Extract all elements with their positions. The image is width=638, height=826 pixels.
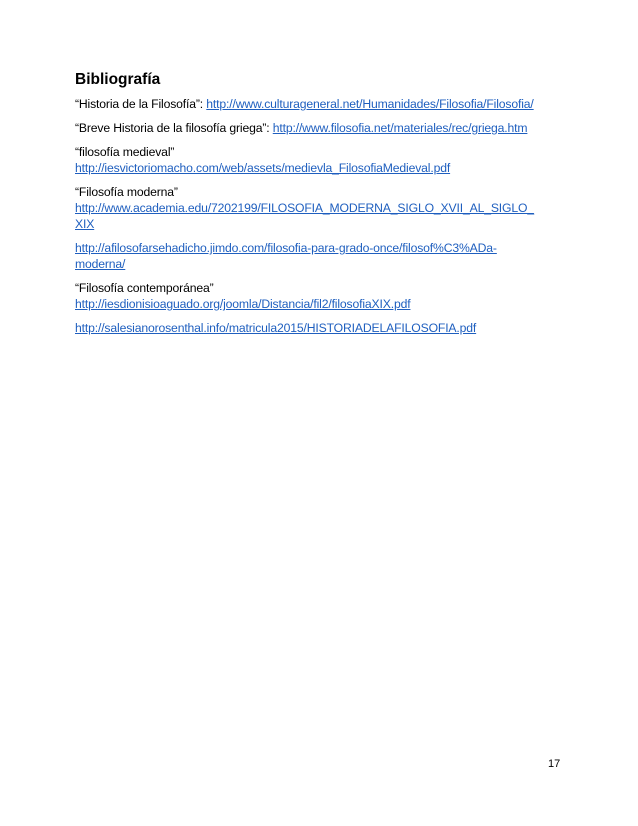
entry-title: “Filosofía contemporánea” — [75, 281, 214, 295]
page-title: Bibliografía — [75, 71, 161, 88]
entry-link-continuation[interactable]: moderna/ — [75, 257, 126, 271]
entry-title: “Historia de la Filosofía”: — [75, 97, 207, 111]
entry-link[interactable]: http://salesianorosenthal.info/matricula2015/HISTORIADELAFILOSOFIA.pdf — [75, 321, 477, 335]
bibliography-entry — [75, 184, 565, 232]
entry-link[interactable]: http://afilosofarsehadicho.jimdo.com/filosofia-para-grado-once/filosof%C3%ADa- — [75, 241, 497, 255]
bibliography-entry — [75, 320, 565, 336]
entry-link[interactable]: http://www.culturageneral.net/Humanidades/Filosofia/Filosofia/ — [206, 97, 534, 111]
bibliography-entry — [75, 240, 565, 272]
entry-link[interactable]: http://iesdionisioaguado.org/joomla/Distancia/fil2/filosofiaXIX.pdf — [75, 297, 411, 311]
entry-link[interactable]: http://www.filosofia.net/materiales/rec/griega.htm — [272, 121, 528, 135]
entry-title: “Breve Historia de la filosofía griega”: — [75, 121, 273, 135]
bibliography-entry — [75, 280, 565, 312]
entry-title: “filosofía medieval” — [75, 145, 175, 159]
entry-link[interactable]: http://www.academia.edu/7202199/FILOSOFIA_MODERNA_SIGLO_XVII_AL_SIGLO_ — [75, 201, 534, 215]
bibliography-entry — [75, 120, 565, 136]
bibliography-entry — [75, 96, 565, 112]
page-number: 17 — [548, 758, 561, 770]
entry-title: “Filosofía moderna” — [75, 185, 178, 199]
entry-link-continuation[interactable]: XIX — [75, 217, 95, 231]
bibliography-entry — [75, 144, 565, 176]
bibliography-section — [75, 70, 565, 344]
entry-link[interactable]: http://iesvictoriomacho.com/web/assets/medievla_FilosofiaMedieval.pdf — [75, 161, 451, 175]
